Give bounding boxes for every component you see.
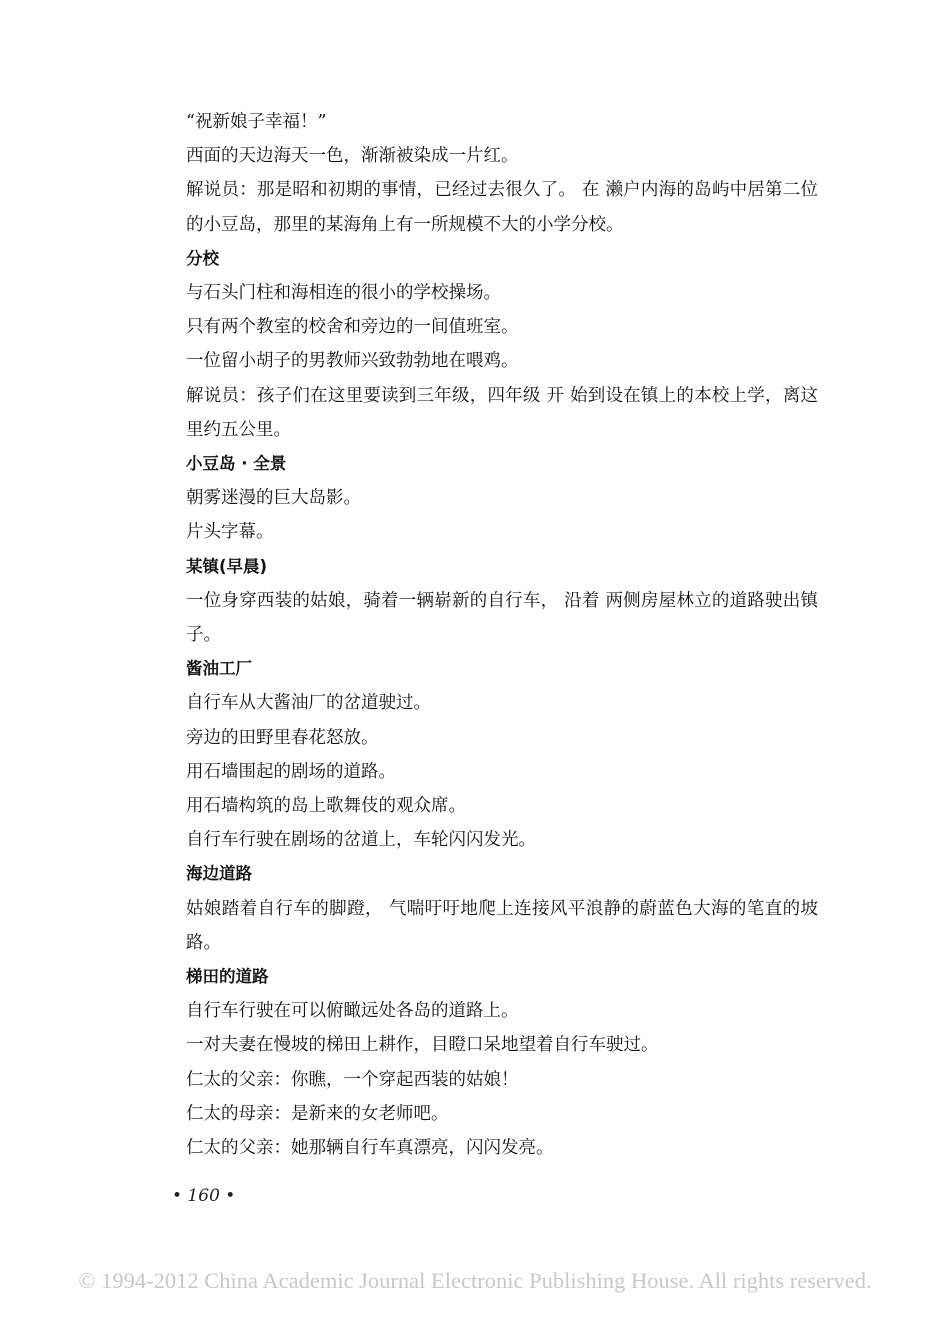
scene-description: 片头字幕。 [186,522,274,543]
scene-heading: 分校 [186,248,219,268]
narrator-paragraph: 解说员：孩子们在这里要读到三年级，四年级 开 始到设在镇上的本校上学，离这里约五公里。 [186,385,818,440]
scene-description: 只有两个教室的校舍和旁边的一间值班室。 [186,317,519,338]
scene-description: 朝雾迷漫的巨大岛影。 [186,488,361,509]
scene-description: 西面的天边海天一色，渐渐被染成一片红。 [186,146,519,167]
scene-description: 用石墙构筑的岛上歌舞伎的观众席。 [186,796,466,817]
scene-description: 一对夫妻在慢坡的梯田上耕作，目瞪口呆地望着自行车驶过。 [186,1035,659,1056]
scene-heading: 酱油工厂 [186,659,252,679]
scene-description: 与石头门柱和海相连的很小的学校操场。 [186,283,501,304]
scene-heading: 梯田的道路 [186,967,269,987]
scene-paragraph: 姑娘踏着自行车的脚蹬， 气喘吁吁地爬上连接风平浪静的蔚蓝色大海的笔直的坡路。 [186,898,818,953]
script-body [146,105,818,1165]
scene-paragraph: 一位身穿西装的姑娘，骑着一辆崭新的自行车， 沿着 两侧房屋林立的道路驶出镇子。 [186,590,818,646]
scene-heading: 小豆岛 · 全景 [186,454,287,474]
scene-description: 用石墙围起的剧场的道路。 [186,761,396,782]
scene-description: 自行车从大酱油厂的岔道驶过。 [186,693,431,714]
scene-heading: 某镇(早晨) [186,556,268,576]
dialogue-line: 仁太的母亲：是新来的女老师吧。 [186,1103,449,1124]
scene-description: 自行车行驶在可以俯瞰远处各岛的道路上。 [186,1001,519,1022]
dialogue-line: 仁太的父亲：她那辆自行车真漂亮，闪闪发亮。 [186,1138,554,1159]
narrator-paragraph: 解说员：那是昭和初期的事情，已经过去很久了。 在 濑户内海的岛屿中居第二位的小豆岛，那里的某海角上有一所规模不大的小学分校。 [186,180,818,235]
page-number: • 160 • [172,1186,236,1206]
scene-heading: 海边道路 [186,864,252,884]
copyright-notice: © 1994-2012 China Academic Journal Electronic Publishing House. All rights reserved. [78,1268,872,1293]
scene-description: 旁边的田野里春花怒放。 [186,727,379,748]
dialogue-line: 仁太的父亲：你瞧，一个穿起西装的姑娘！ [186,1069,519,1090]
dialogue-line: “祝新娘子幸福！” [186,112,327,132]
scene-description: 一位留小胡子的男教师兴致勃勃地在喂鸡。 [186,351,519,372]
scene-description: 自行车行驶在剧场的岔道上，车轮闪闪发光。 [186,830,536,851]
